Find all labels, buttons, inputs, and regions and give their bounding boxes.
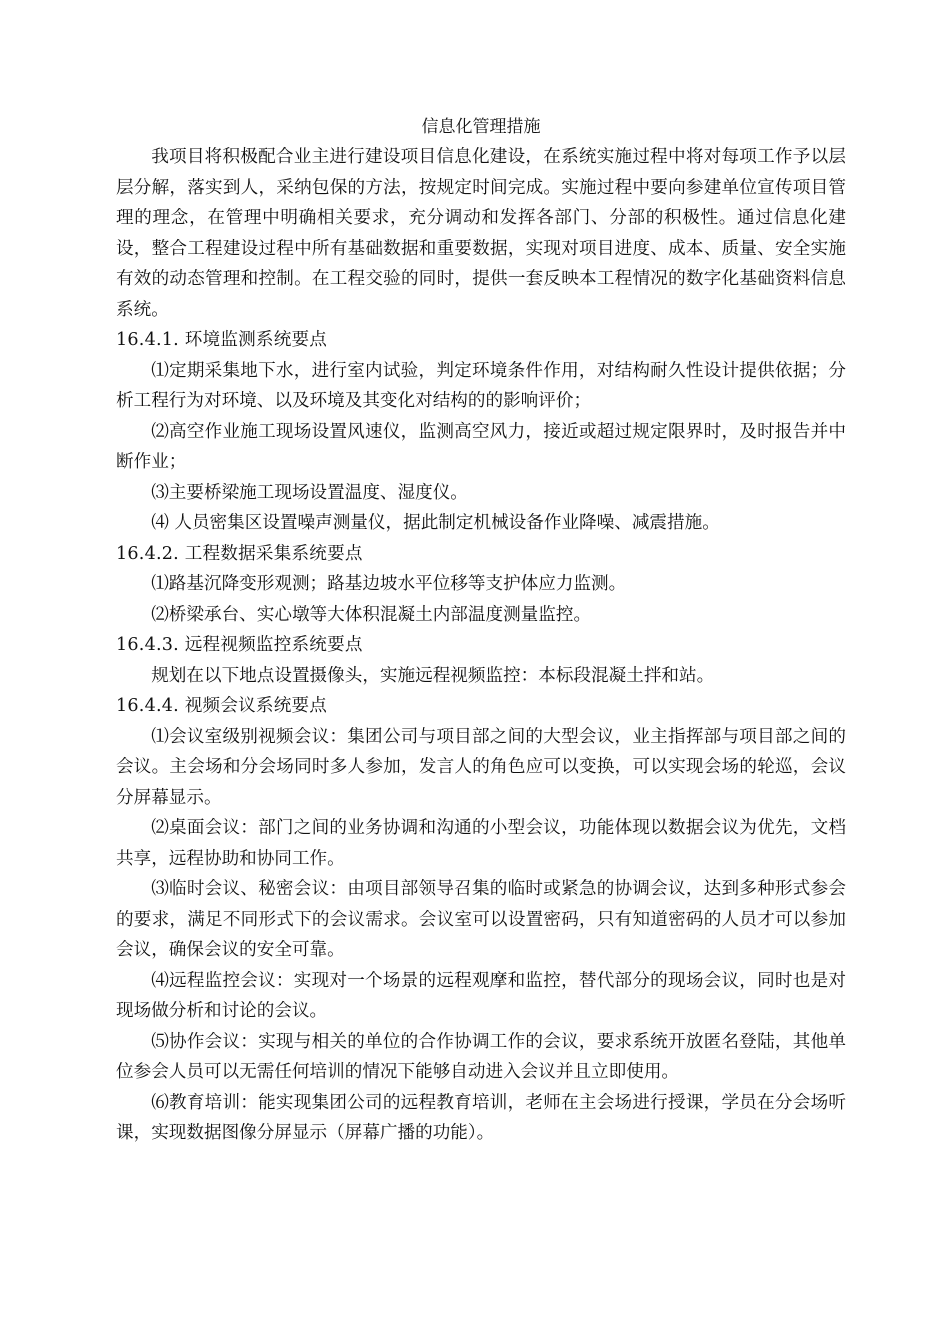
list-item: ⑷远程监控会议：实现对一个场景的远程观摩和监控，替代部分的现场会议，同时也是对现场做分析和讨论的会议。 — [116, 970, 846, 1021]
section-heading-environment-monitoring: 16.4.1. 环境监测系统要点 — [116, 330, 328, 350]
intro-paragraph: 我项目将积极配合业主进行建设项目信息化建设，在系统实施过程中将对每项工作予以层层分解，落实到人，采纳包保的方法，按规定时间完成。实施过程中要向参建单位宣传项目管理的理念，在管理中明确相关要求，充分调动和发挥各部门、分部的积极性。通过信息化建设，整合工程建设过程中所有基础数据和重要数据，实现对项目进度、成本、质量、安全实施有效的动态管理和控制。在工程交验的同时，提供一套反映本工程情况的数字化基础资料信息系统。 — [116, 147, 846, 320]
section-heading-video-conference: 16.4.4. 视频会议系统要点 — [116, 696, 328, 716]
list-item: ⑵高空作业施工现场设置风速仪，监测高空风力，接近或超过规定限界时，及时报告并中断作业； — [116, 421, 846, 472]
list-item: ⑵桥梁承台、实心墩等大体积混凝土内部温度测量监控。 — [151, 604, 592, 625]
list-item: ⑴会议室级别视频会议：集团公司与项目部之间的大型会议，业主指挥部与项目部之间的会议。主会场和分会场同时多人参加，发言人的角色应可以变换，可以实现会场的轮巡，会议分屏幕显示。 — [116, 726, 846, 808]
section-heading-data-collection: 16.4.2. 工程数据采集系统要点 — [116, 543, 363, 564]
list-item: ⑶临时会议、秘密会议：由项目部领导召集的临时或紧急的协调会议，达到多种形式参会的要求，满足不同形式下的会议需求。会议室可以设置密码，只有知道密码的人员才可以参加会议，确保会议的安全可靠。 — [116, 879, 846, 960]
list-item: ⑷ 人员密集区设置噪声测量仪，据此制定机械设备作业降噪、减震措施。 — [151, 513, 720, 533]
document-body — [116, 112, 846, 1149]
document-title: 信息化管理措施 — [421, 117, 541, 137]
list-item: ⑴路基沉降变形观测；路基边坡水平位移等支护体应力监测。 — [151, 574, 627, 594]
list-item: ⑸协作会议：实现与相关的单位的合作协调工作的会议，要求系统开放匿名登陆，其他单位参会人员可以无需任何培训的情况下能够自动进入会议并且立即使用。 — [116, 1031, 846, 1082]
section-heading-video-monitoring: 16.4.3. 远程视频监控系统要点 — [116, 635, 363, 655]
list-item: ⑹教育培训：能实现集团公司的远程教育培训，老师在主会场进行授课，学员在分会场听课，实现数据图像分屏显示（屏幕广播的功能）。 — [116, 1092, 846, 1143]
list-item: ⑴定期采集地下水，进行室内试验，判定环境条件作用，对结构耐久性设计提供依据；分析工程行为对环境、以及环境及其变化对结构的的影响评价； — [116, 360, 846, 411]
list-item: ⑶主要桥梁施工现场设置温度、湿度仪。 — [151, 482, 468, 503]
list-item: 规划在以下地点设置摄像头，实施远程视频监控：本标段混凝土拌和站。 — [151, 665, 715, 686]
list-item: ⑵桌面会议：部门之间的业务协调和沟通的小型会议，功能体现以数据会议为优先，文档共享，远程协助和协同工作。 — [116, 818, 846, 869]
